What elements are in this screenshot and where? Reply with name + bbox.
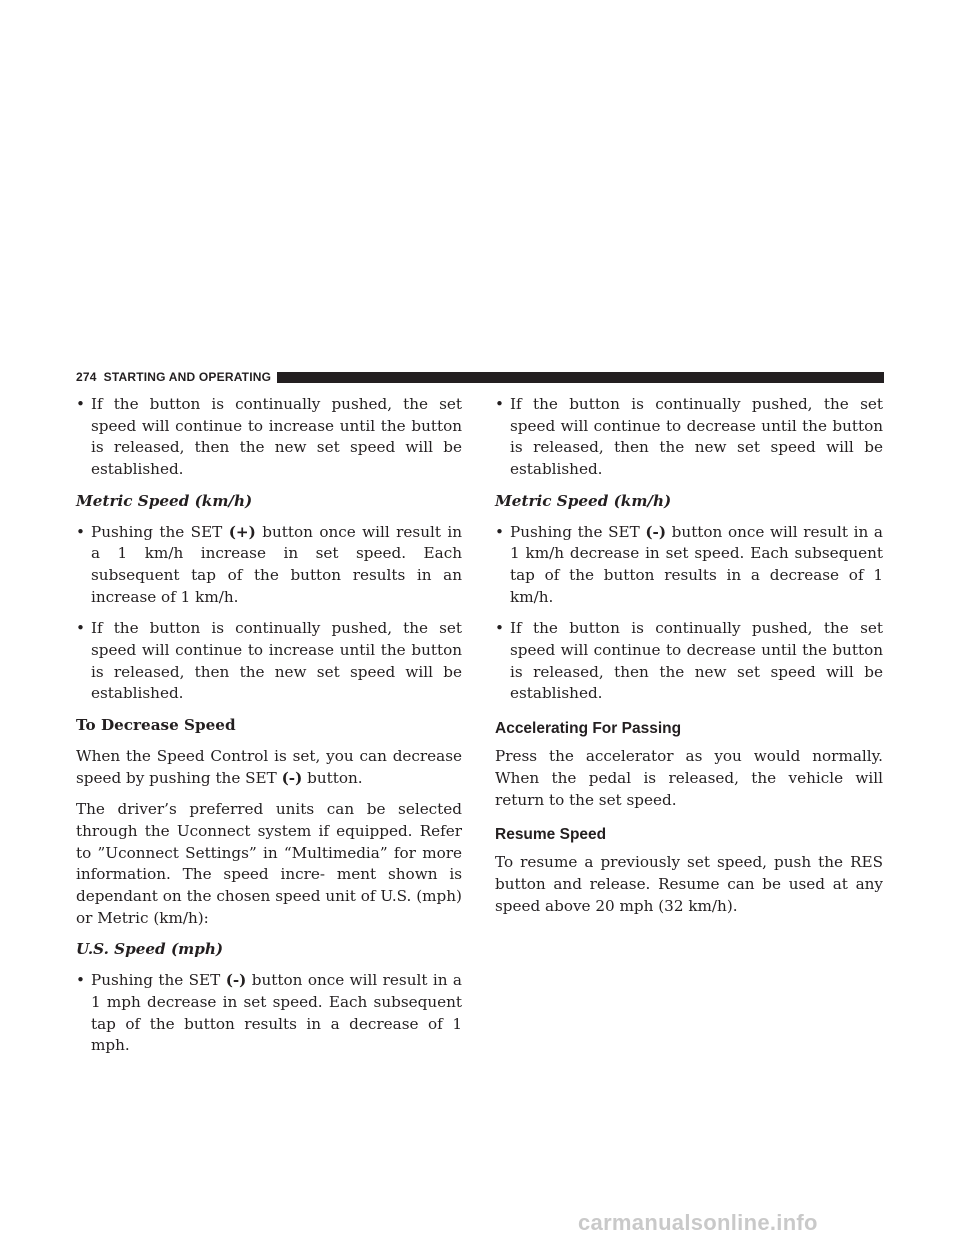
bullet-text <box>91 970 462 1057</box>
metric-speed-heading: Metric Speed (km/h) <box>495 491 672 510</box>
button-symbol: (-) <box>225 971 247 990</box>
page-number: 274 <box>76 370 97 384</box>
button-symbol: (+) <box>228 522 256 541</box>
list-item <box>495 618 883 705</box>
list-item <box>76 618 462 705</box>
watermark: carmanualsonline.info <box>578 1210 818 1235</box>
bullet-icon: • <box>76 395 85 413</box>
text-run: Pushing the SET <box>91 971 226 990</box>
text-run: button once will result in a 1 km/h decrease in set speed. Each subsequent tap of the button results in a decrease of 1 km/h. <box>510 522 883 606</box>
list-item <box>495 522 883 609</box>
paragraph <box>76 746 462 789</box>
text-run: button. <box>302 768 363 787</box>
right-column <box>495 394 883 927</box>
left-column <box>76 394 462 1067</box>
text-run: Pushing the SET <box>91 522 229 541</box>
bullet-text: If the button is continually pushed, the set speed will continue to decrease until the button is released, then the new set speed will be established. <box>510 619 883 703</box>
text-run: button once will result in a 1 km/h increase in set speed. Each subsequent tap of the button results in an increase of 1 km/h. <box>91 522 463 606</box>
bullet-text <box>91 522 462 609</box>
list-item <box>76 522 462 609</box>
bullet-icon: • <box>495 619 504 638</box>
us-speed-heading: U.S. Speed (mph) <box>76 940 224 959</box>
decrease-speed-heading: To Decrease Speed <box>76 716 236 735</box>
text-run: Pushing the SET <box>510 522 646 541</box>
list-item <box>76 970 462 1057</box>
metric-speed-heading: Metric Speed (km/h) <box>76 491 253 510</box>
paragraph: To resume a previously set speed, push the RES button and release. Resume can be used at any speed above 20 mph (32 km/h). <box>495 853 883 915</box>
bullet-text: If the button is continually pushed, the set speed will continue to increase until the button is released, then the new set speed will be established. <box>91 619 462 703</box>
accelerating-heading: Accelerating For Passing <box>495 720 682 738</box>
paragraph: Press the accelerator as you would normally. When the pedal is released, the vehicle will return to the set speed. <box>495 747 883 809</box>
bullet-icon: • <box>76 522 85 541</box>
bullet-text <box>510 522 883 609</box>
bullet-icon: • <box>495 522 504 541</box>
list-item <box>495 394 883 481</box>
bullet-icon: • <box>76 619 85 638</box>
text-run: When the Speed Control is set, you can decrease speed by pushing the SET <box>76 746 462 787</box>
button-symbol: (-) <box>281 768 303 787</box>
bullet-icon: • <box>495 395 504 413</box>
page-header <box>76 369 884 385</box>
header-rule <box>277 372 884 383</box>
list-item <box>76 394 462 481</box>
bullet-text: If the button is continually pushed, the set speed will continue to decrease until the button is released, then the new set speed will be established. <box>510 395 883 479</box>
bullet-text: If the button is continually pushed, the set speed will continue to increase until the button is released, then the new set speed will be established. <box>91 395 462 479</box>
resume-speed-heading: Resume Speed <box>495 826 607 844</box>
section-title: STARTING AND OPERATING <box>103 370 272 384</box>
paragraph: The driver’s preferred units can be selected through the Uconnect system if equipped. Refer to ”Uconnect Settings” in “Multimedia” for more information. The speed incre- ment shown is dependant on the chosen speed unit of U.S. (mph) or Metric (km/h): <box>76 800 462 927</box>
text-run: button once will result in a 1 mph decrease in set speed. Each subsequent tap of the button results in a decrease of 1 mph. <box>91 971 462 1055</box>
button-symbol: (-) <box>645 522 667 541</box>
bullet-icon: • <box>76 971 85 990</box>
